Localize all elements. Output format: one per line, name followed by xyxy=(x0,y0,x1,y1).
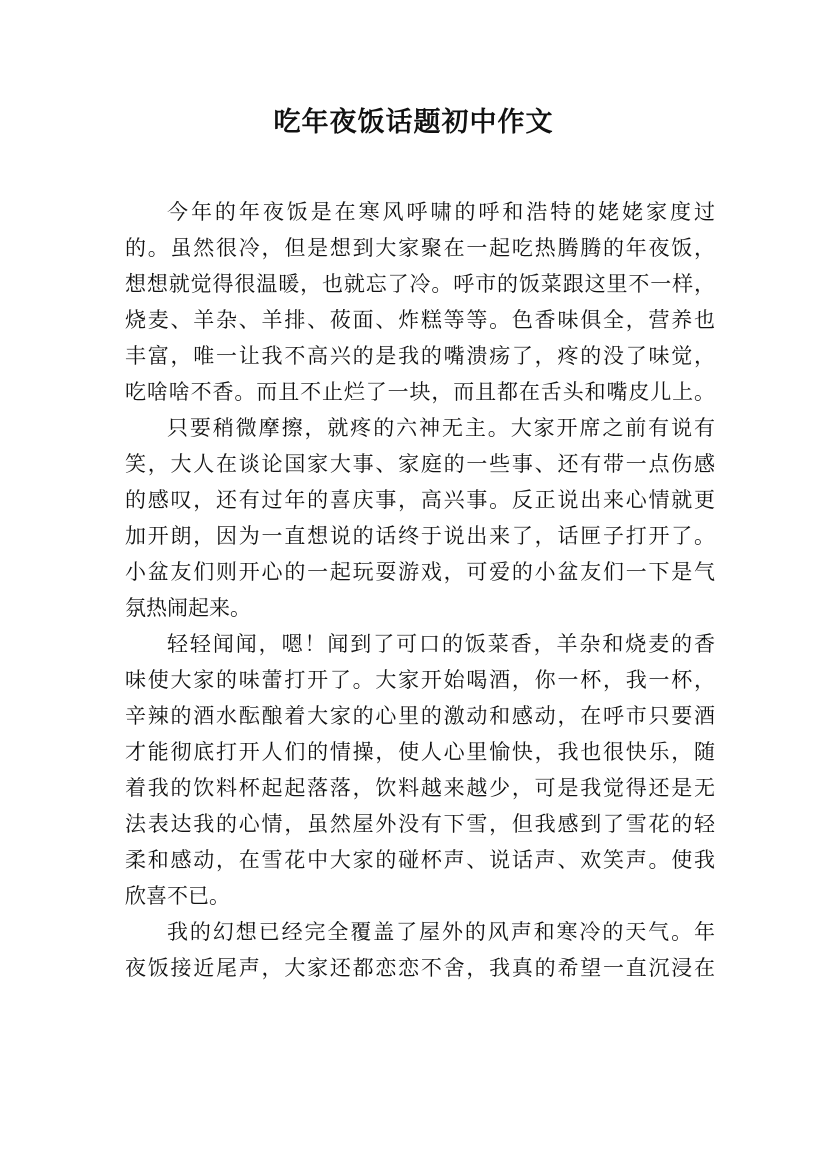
paragraph-2-line-4: 加开朗，因为一直想说的话终于说出来了，话匣子打开了。 xyxy=(125,524,715,548)
paragraph-3-line-3: 辛辣的酒水酝酿着大家的心里的激动和感动，在呼市只要酒 xyxy=(125,704,715,728)
paragraph-3-line-8: 欣喜不已。 xyxy=(125,884,230,908)
paragraph-1-line-1: 今年的年夜饭是在寒风呼啸的呼和浩特的姥姥家度过 xyxy=(167,200,715,224)
paragraph-2-line-3: 的感叹，还有过年的喜庆事，高兴事。反正说出来心情就更 xyxy=(125,488,715,512)
paragraph-2-line-1: 只要稍微摩擦，就疼的六神无主。大家开席之前有说有 xyxy=(167,416,715,440)
paragraph-4-line-1: 我的幻想已经完全覆盖了屋外的风声和寒冷的天气。年 xyxy=(167,920,715,944)
paragraph-1-line-3: 想想就觉得很温暖，也就忘了冷。呼市的饭菜跟这里不一样， xyxy=(125,272,715,296)
paragraph-3-line-4: 才能彻底打开人们的情操，使人心里愉快，我也很快乐，随 xyxy=(125,740,715,764)
paragraph-2-line-6: 氛热闹起来。 xyxy=(125,596,251,620)
paragraph-1-line-6: 吃啥啥不香。而且不止烂了一块，而且都在舌头和嘴皮儿上。 xyxy=(125,380,715,404)
paragraph-1-line-2: 的。虽然很冷，但是想到大家聚在一起吃热腾腾的年夜饭， xyxy=(125,236,715,260)
paragraph-3-line-6: 法表达我的心情，虽然屋外没有下雪，但我感到了雪花的轻 xyxy=(125,812,715,836)
paragraph-4-line-2: 夜饭接近尾声，大家还都恋恋不舍，我真的希望一直沉浸在 xyxy=(125,956,715,980)
paragraph-2-line-2: 笑，大人在谈论国家大事、家庭的一些事、还有带一点伤感 xyxy=(125,452,715,476)
paragraph-3-line-7: 柔和感动，在雪花中大家的碰杯声、说话声、欢笑声。使我 xyxy=(125,848,715,872)
paragraph-1-line-5: 丰富，唯一让我不高兴的是我的嘴溃疡了，疼的没了味觉， xyxy=(125,344,715,368)
paragraph-2-line-5: 小盆友们则开心的一起玩耍游戏，可爱的小盆友们一下是气 xyxy=(125,560,715,584)
paragraph-3-line-5: 着我的饮料杯起起落落，饮料越来越少，可是我觉得还是无 xyxy=(125,776,715,800)
document-title: 吃年夜饭话题初中作文 xyxy=(273,107,554,138)
paragraph-3-line-2: 味使大家的味蕾打开了。大家开始喝酒，你一杯，我一杯， xyxy=(125,668,715,692)
paragraph-3-line-1: 轻轻闻闻，嗯！闻到了可口的饭菜香，羊杂和烧麦的香 xyxy=(167,632,715,656)
paragraph-1-line-4: 烧麦、羊杂、羊排、莜面、炸糕等等。色香味俱全，营养也 xyxy=(125,308,715,332)
